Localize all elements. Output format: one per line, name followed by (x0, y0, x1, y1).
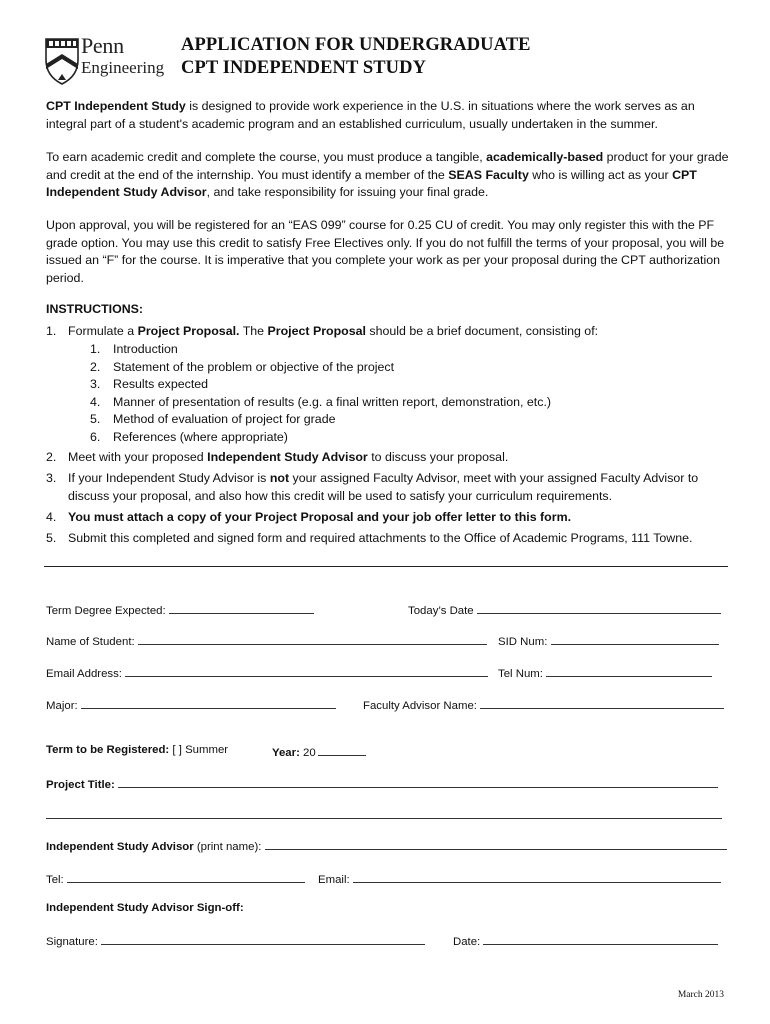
term-to-register-field: Term to be Registered: [ ] Summer (46, 744, 229, 756)
student-name-field[interactable]: Name of Student: (46, 633, 487, 648)
intro-paragraph-2: To earn academic credit and complete the course, you must produce a tangible, academically-based product for your grade and credit at the end of the internship. You must identify a member of the SEAS Faculty who is willing act as your CPT Independent Study Advisor, and take responsibility for issuing your final grade. (46, 150, 729, 199)
instructions-heading: INSTRUCTIONS: (46, 302, 144, 316)
year-field[interactable]: Year: 20 (272, 744, 366, 759)
title-line-2: CPT INDEPENDENT STUDY (181, 58, 427, 78)
intro-paragraph-3: Upon approval, you will be registered for an “EAS 099” course for 0.25 CU of credit. You may only register this with the PF grade option. You may use this credit to satisfy Free Electives only. If you do not fulfill the terms of your proposal, you will be issued an “F” for the course. It is imperative that you complete your work as per your proposal during the CPT authorization period. (46, 218, 725, 285)
project-title-field[interactable]: Project Title: (46, 776, 718, 791)
logo-text-penn: Penn (81, 33, 124, 58)
email-address-field[interactable]: Email Address: (46, 665, 488, 680)
intro-paragraph-1: CPT Independent Study is designed to provide work experience in the U.S. in situations where the work serves as an integral part of a student's academic program and an established curriculum, usually undertaken in the summer. (46, 99, 695, 131)
advisor-tel-field[interactable]: Tel: (46, 871, 305, 886)
major-field[interactable]: Major: (46, 697, 336, 712)
summer-checkbox[interactable]: [ ] (172, 744, 182, 756)
section-divider (44, 566, 728, 567)
signoff-date-field[interactable]: Date: (453, 933, 718, 948)
logo-text-engineering: Engineering (81, 58, 165, 77)
revision-date: March 2013 (677, 990, 724, 1000)
signature-field[interactable]: Signature: (46, 933, 425, 948)
todays-date-field[interactable]: Today’s Date (408, 602, 721, 617)
advisor-name-field[interactable]: Independent Study Advisor (print name): (46, 838, 727, 853)
sid-field[interactable]: SID Num: (498, 633, 719, 648)
document-title (181, 34, 531, 80)
title-line-1: APPLICATION FOR UNDERGRADUATE (181, 35, 531, 55)
tel-num-field[interactable]: Tel Num: (498, 665, 712, 680)
advisor-signoff-heading: Independent Study Advisor Sign-off: (46, 902, 244, 914)
project-title-continuation-line[interactable] (46, 818, 722, 819)
term-degree-field[interactable]: Term Degree Expected: (46, 602, 314, 617)
faculty-advisor-field[interactable]: Faculty Advisor Name: (363, 697, 724, 712)
advisor-email-field[interactable]: Email: (318, 871, 721, 886)
